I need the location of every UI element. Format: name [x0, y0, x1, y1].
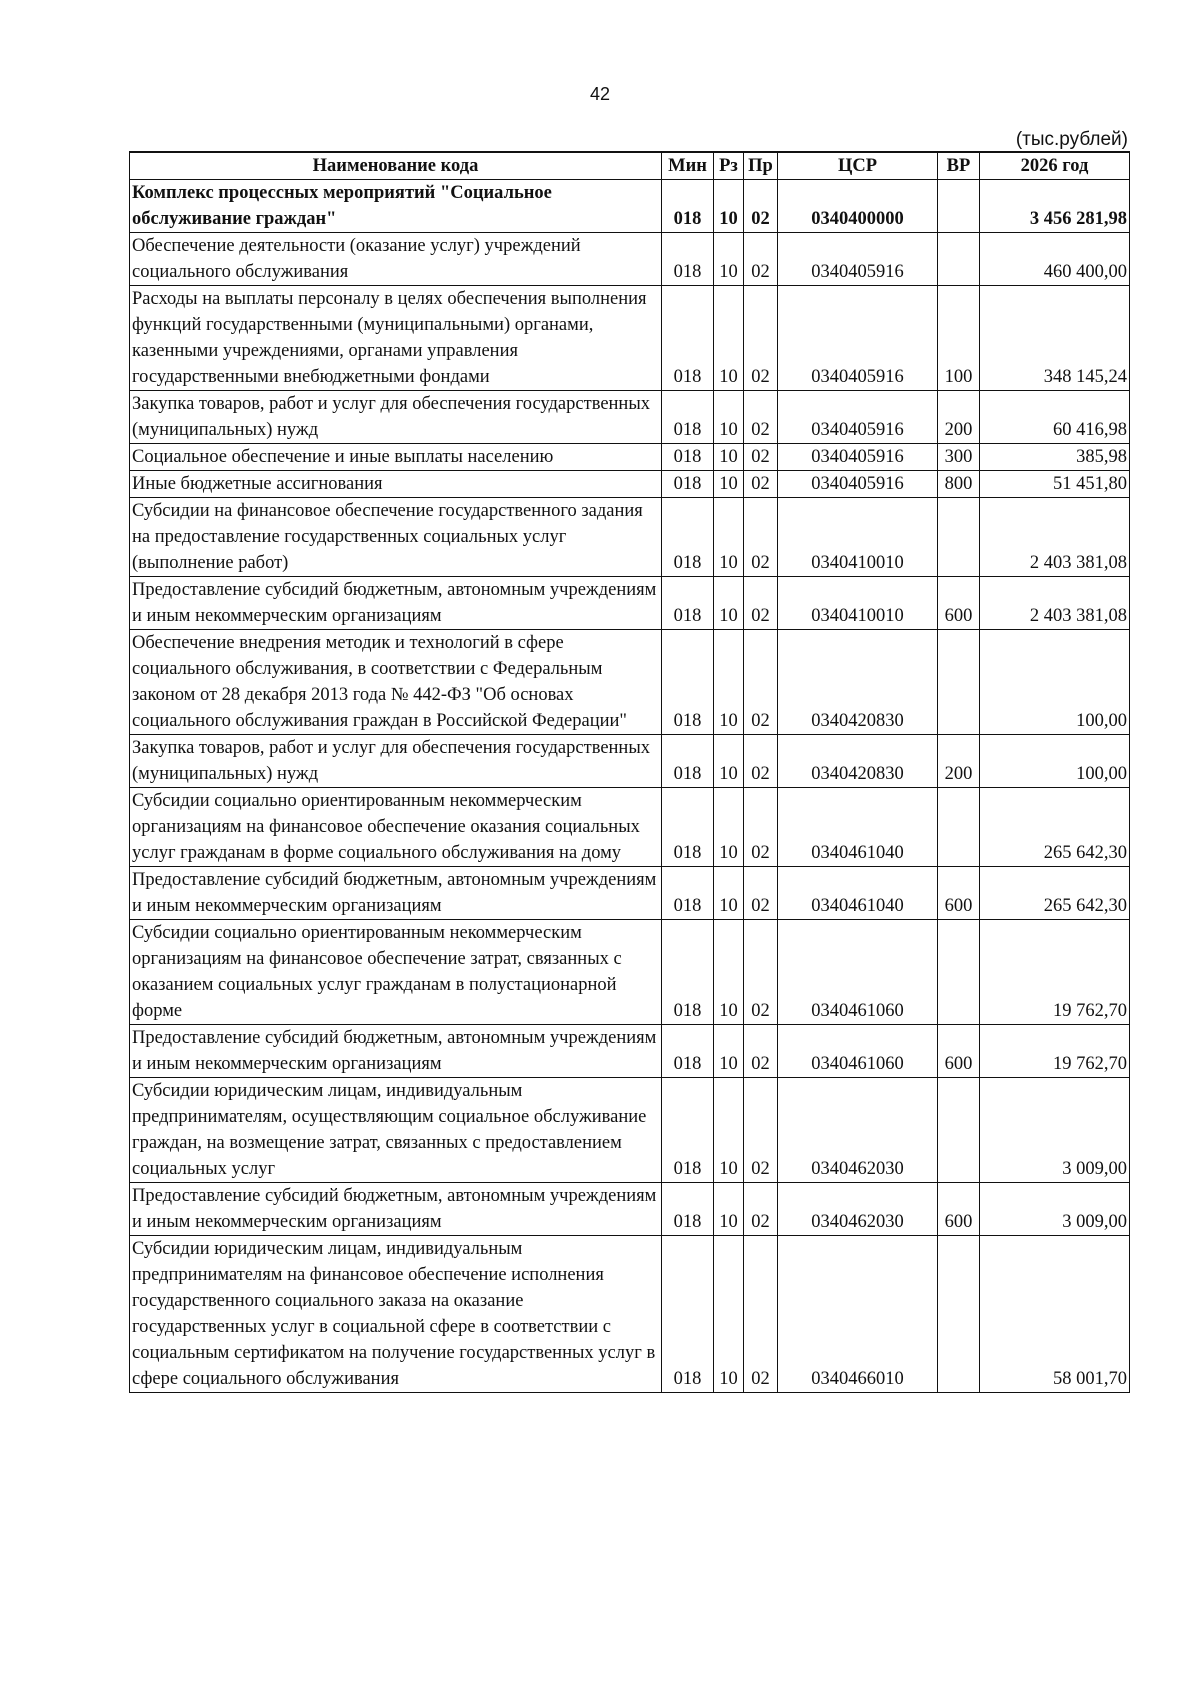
header-year: 2026 год	[980, 152, 1130, 180]
cell-vr	[938, 233, 980, 286]
cell-csr: 0340405916	[778, 286, 938, 391]
table-row	[130, 1078, 1130, 1183]
cell-min: 018	[662, 735, 714, 788]
cell-name: Субсидии социально ориентированным некоммерческим организациям на финансовое обеспечение затрат, связанных с оказанием социальных услуг гражданам в полустационарной форме	[130, 920, 662, 1025]
cell-pr: 02	[744, 735, 778, 788]
table-row	[130, 444, 1130, 471]
table-row	[130, 286, 1130, 391]
cell-pr: 02	[744, 286, 778, 391]
table-row	[130, 1025, 1130, 1078]
cell-csr: 0340405916	[778, 444, 938, 471]
cell-rz: 10	[714, 1183, 744, 1236]
cell-vr	[938, 788, 980, 867]
cell-vr: 600	[938, 1183, 980, 1236]
cell-rz: 10	[714, 577, 744, 630]
header-min: Мин	[662, 152, 714, 180]
cell-name: Иные бюджетные ассигнования	[130, 471, 662, 498]
cell-amount: 265 642,30	[980, 788, 1130, 867]
units-label: (тыс.рублей)	[1015, 129, 1128, 150]
cell-name: Обеспечение деятельности (оказание услуг) учреждений социального обслуживания	[130, 233, 662, 286]
header-csr: ЦСР	[778, 152, 938, 180]
cell-name: Предоставление субсидий бюджетным, автономным учреждениям и иным некоммерческим организациям	[130, 867, 662, 920]
cell-pr: 02	[744, 630, 778, 735]
cell-rz: 10	[714, 444, 744, 471]
cell-name: Расходы на выплаты персоналу в целях обеспечения выполнения функций государственными (муниципальными) органами, казенными учреждениями, органами управления государственными внебюджетными фондами	[130, 286, 662, 391]
table-row	[130, 735, 1130, 788]
cell-pr: 02	[744, 1025, 778, 1078]
cell-csr: 0340405916	[778, 233, 938, 286]
cell-name: Комплекс процессных мероприятий "Социальное обслуживание граждан"	[130, 180, 662, 233]
cell-pr: 02	[744, 1236, 778, 1393]
cell-amount: 60 416,98	[980, 391, 1130, 444]
cell-csr: 0340400000	[778, 180, 938, 233]
cell-vr	[938, 630, 980, 735]
cell-name: Субсидии юридическим лицам, индивидуальным предпринимателям, осуществляющим социальное обслуживание граждан, на возмещение затрат, связанных с предоставлением социальных услуг	[130, 1078, 662, 1183]
cell-min: 018	[662, 577, 714, 630]
table-row	[130, 867, 1130, 920]
cell-name: Обеспечение внедрения методик и технологий в сфере социального обслуживания, в соответствии с Федеральным законом от 28 декабря 2013 года № 442-ФЗ "Об основах социального обслуживания граждан в Российской Федерации"	[130, 630, 662, 735]
header-name: Наименование кода	[130, 152, 662, 180]
table-header-row	[130, 152, 1130, 180]
cell-rz: 10	[714, 1236, 744, 1393]
cell-min: 018	[662, 391, 714, 444]
cell-pr: 02	[744, 920, 778, 1025]
cell-name: Закупка товаров, работ и услуг для обеспечения государственных (муниципальных) нужд	[130, 735, 662, 788]
cell-rz: 10	[714, 735, 744, 788]
cell-csr: 0340410010	[778, 498, 938, 577]
cell-name: Предоставление субсидий бюджетным, автономным учреждениям и иным некоммерческим организациям	[130, 577, 662, 630]
cell-vr	[938, 920, 980, 1025]
cell-pr: 02	[744, 498, 778, 577]
header-vr: ВР	[938, 152, 980, 180]
cell-rz: 10	[714, 1025, 744, 1078]
cell-rz: 10	[714, 180, 744, 233]
cell-min: 018	[662, 1236, 714, 1393]
cell-amount: 2 403 381,08	[980, 498, 1130, 577]
cell-amount: 348 145,24	[980, 286, 1130, 391]
cell-vr	[938, 1078, 980, 1183]
table-row	[130, 630, 1130, 735]
cell-name: Предоставление субсидий бюджетным, автономным учреждениям и иным некоммерческим организациям	[130, 1183, 662, 1236]
cell-pr: 02	[744, 867, 778, 920]
cell-min: 018	[662, 920, 714, 1025]
cell-vr	[938, 180, 980, 233]
table-row	[130, 577, 1130, 630]
cell-csr: 0340462030	[778, 1078, 938, 1183]
cell-amount: 3 456 281,98	[980, 180, 1130, 233]
budget-table	[129, 151, 1130, 1393]
cell-min: 018	[662, 1183, 714, 1236]
cell-rz: 10	[714, 1078, 744, 1183]
cell-vr: 600	[938, 577, 980, 630]
table-row	[130, 498, 1130, 577]
cell-min: 018	[662, 788, 714, 867]
cell-amount: 58 001,70	[980, 1236, 1130, 1393]
cell-name: Предоставление субсидий бюджетным, автономным учреждениям и иным некоммерческим организациям	[130, 1025, 662, 1078]
cell-pr: 02	[744, 1183, 778, 1236]
cell-pr: 02	[744, 444, 778, 471]
cell-min: 018	[662, 233, 714, 286]
cell-csr: 0340410010	[778, 577, 938, 630]
cell-name: Субсидии социально ориентированным некоммерческим организациям на финансовое обеспечение оказания социальных услуг гражданам в форме социального обслуживания на дому	[130, 788, 662, 867]
cell-rz: 10	[714, 630, 744, 735]
cell-amount: 100,00	[980, 630, 1130, 735]
cell-name: Субсидии юридическим лицам, индивидуальным предпринимателям на финансовое обеспечение исполнения государственного социального заказа на оказание государственных услуг в социальной сфере в соответствии с социальным сертификатом на получение государственных услуг в сфере социального обслуживания	[130, 1236, 662, 1393]
cell-rz: 10	[714, 286, 744, 391]
cell-pr: 02	[744, 233, 778, 286]
cell-amount: 19 762,70	[980, 1025, 1130, 1078]
cell-vr: 800	[938, 471, 980, 498]
cell-vr: 200	[938, 391, 980, 444]
cell-csr: 0340420830	[778, 735, 938, 788]
cell-pr: 02	[744, 577, 778, 630]
cell-amount: 460 400,00	[980, 233, 1130, 286]
cell-amount: 51 451,80	[980, 471, 1130, 498]
cell-min: 018	[662, 1078, 714, 1183]
cell-rz: 10	[714, 498, 744, 577]
cell-name: Субсидии на финансовое обеспечение государственного задания на предоставление государственных социальных услуг (выполнение работ)	[130, 498, 662, 577]
cell-csr: 0340466010	[778, 1236, 938, 1393]
cell-vr: 600	[938, 867, 980, 920]
table-row	[130, 920, 1130, 1025]
cell-min: 018	[662, 867, 714, 920]
cell-amount: 265 642,30	[980, 867, 1130, 920]
page-number: 42	[589, 84, 611, 104]
cell-pr: 02	[744, 180, 778, 233]
cell-rz: 10	[714, 867, 744, 920]
cell-pr: 02	[744, 391, 778, 444]
cell-min: 018	[662, 444, 714, 471]
cell-name: Закупка товаров, работ и услуг для обеспечения государственных (муниципальных) нужд	[130, 391, 662, 444]
cell-rz: 10	[714, 471, 744, 498]
cell-amount: 100,00	[980, 735, 1130, 788]
cell-rz: 10	[714, 233, 744, 286]
cell-csr: 0340420830	[778, 630, 938, 735]
cell-rz: 10	[714, 920, 744, 1025]
cell-min: 018	[662, 471, 714, 498]
cell-pr: 02	[744, 788, 778, 867]
cell-vr	[938, 1236, 980, 1393]
cell-amount: 385,98	[980, 444, 1130, 471]
cell-min: 018	[662, 630, 714, 735]
cell-amount: 3 009,00	[980, 1183, 1130, 1236]
cell-min: 018	[662, 498, 714, 577]
cell-vr: 200	[938, 735, 980, 788]
cell-rz: 10	[714, 788, 744, 867]
cell-vr	[938, 498, 980, 577]
cell-csr: 0340462030	[778, 1183, 938, 1236]
table-row	[130, 180, 1130, 233]
cell-amount: 19 762,70	[980, 920, 1130, 1025]
cell-csr: 0340461060	[778, 1025, 938, 1078]
cell-pr: 02	[744, 1078, 778, 1183]
header-pr: Пр	[744, 152, 778, 180]
header-rz: Рз	[714, 152, 744, 180]
cell-amount: 2 403 381,08	[980, 577, 1130, 630]
table-row	[130, 391, 1130, 444]
table-row	[130, 1183, 1130, 1236]
table-row	[130, 471, 1130, 498]
table-row	[130, 233, 1130, 286]
cell-csr: 0340461040	[778, 788, 938, 867]
cell-min: 018	[662, 1025, 714, 1078]
table-row	[130, 1236, 1130, 1393]
cell-vr: 100	[938, 286, 980, 391]
cell-vr: 300	[938, 444, 980, 471]
cell-pr: 02	[744, 471, 778, 498]
cell-csr: 0340461040	[778, 867, 938, 920]
cell-min: 018	[662, 286, 714, 391]
cell-csr: 0340461060	[778, 920, 938, 1025]
cell-csr: 0340405916	[778, 471, 938, 498]
cell-csr: 0340405916	[778, 391, 938, 444]
cell-amount: 3 009,00	[980, 1078, 1130, 1183]
cell-rz: 10	[714, 391, 744, 444]
table-row	[130, 788, 1130, 867]
cell-vr: 600	[938, 1025, 980, 1078]
cell-min: 018	[662, 180, 714, 233]
cell-name: Социальное обеспечение и иные выплаты населению	[130, 444, 662, 471]
